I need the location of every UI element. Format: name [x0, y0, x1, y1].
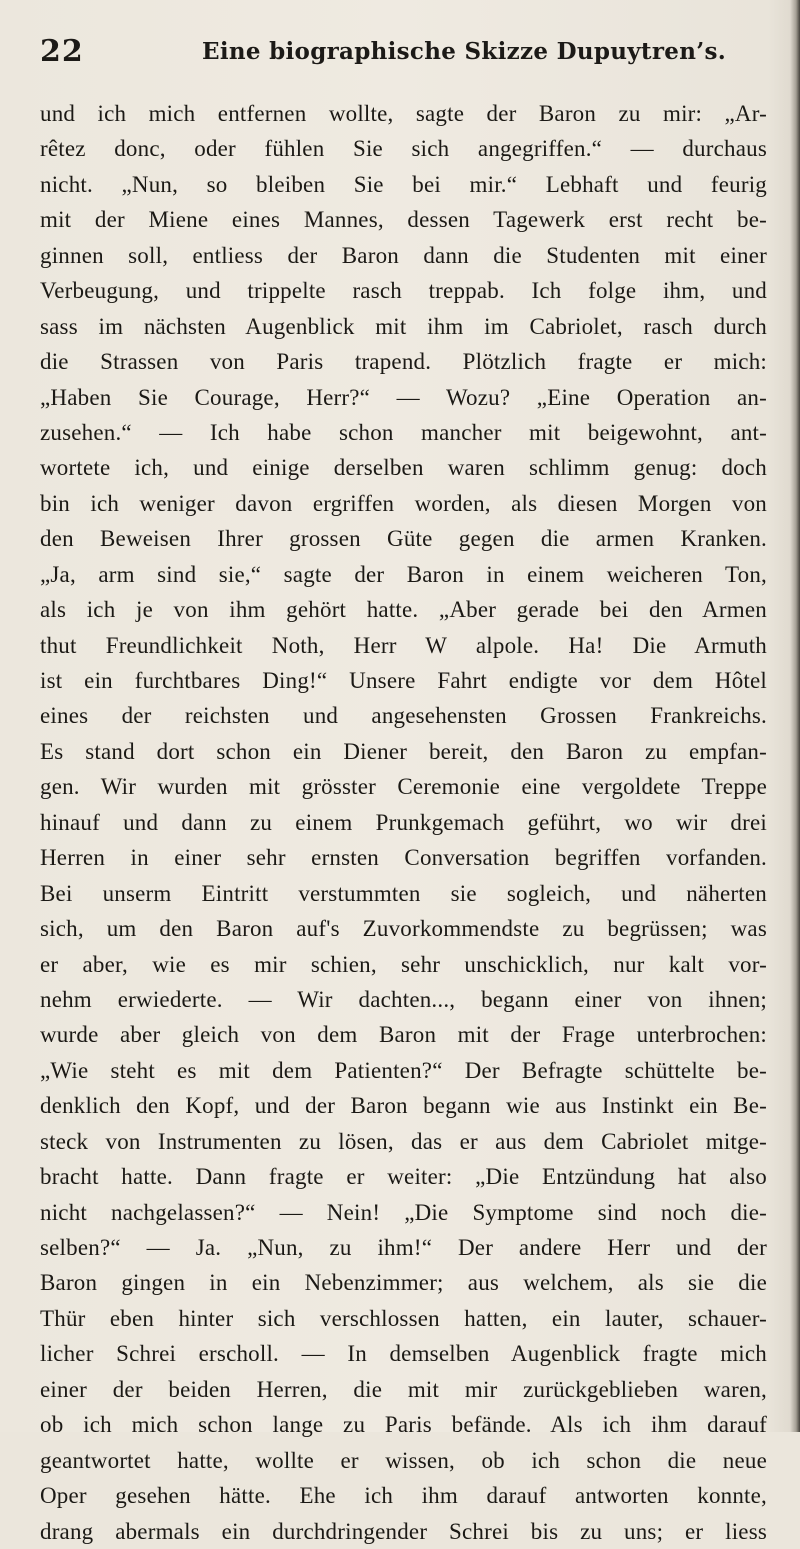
text-line: hinauf und dann zu einem Prunkgemach geführt, wo wir drei	[40, 809, 767, 835]
text-line: Bei unserm Eintritt verstummten sie sogleich, und näherten	[40, 880, 767, 906]
body-text	[40, 96, 767, 1549]
text-line: sass im nächsten Augenblick mit ihm im Cabriolet, rasch durch	[40, 313, 767, 339]
text-line: wortete ich, und einige derselben waren schlimm genug: doch	[40, 455, 767, 481]
text-line: steck von Instrumenten zu lösen, das er aus dem Cabriolet mitge-	[40, 1128, 767, 1154]
text-line: gen. Wir wurden mit grösster Ceremonie eine vergoldete Treppe	[40, 774, 767, 800]
text-line: er aber, wie es mir schien, sehr unschicklich, nur kalt vor-	[40, 951, 767, 977]
text-line: und ich mich entfernen wollte, sagte der Baron zu mir: „Ar-	[40, 101, 767, 126]
text-line: „Wie steht es mit dem Patienten?“ Der Befragte schüttelte be-	[40, 1057, 767, 1083]
text-line: sich, um den Baron auf's Zuvorkommendste zu begrüssen; was	[40, 916, 767, 942]
text-line: Verbeugung, und trippelte rasch treppab. Ich folge ihm, und	[40, 278, 767, 304]
text-line: wurde aber gleich von dem Baron mit der Frage unterbrochen:	[40, 1022, 767, 1048]
text-line: nicht. „Nun, so bleiben Sie bei mir.“ Lebhaft und feurig	[40, 171, 767, 197]
text-line: die Strassen von Paris trapend. Plötzlich fragte er mich:	[40, 349, 767, 375]
text-line: nehm erwiederte. — Wir dachten..., begann einer von ihnen;	[40, 986, 767, 1012]
text-line: drang abermals ein durchdringender Schrei bis zu uns; er liess	[40, 1518, 767, 1544]
text-line: denklich den Kopf, und der Baron begann wie aus Instinkt ein Be-	[40, 1093, 767, 1119]
text-line: nicht nachgelassen?“ — Nein! „Die Symptome sind noch die-	[40, 1199, 767, 1225]
text-line: Thür eben hinter sich verschlossen hatten, ein lauter, schauer-	[40, 1305, 767, 1331]
text-line: mit der Miene eines Mannes, dessen Tagewerk erst recht be-	[40, 207, 767, 233]
text-line: „Haben Sie Courage, Herr?“ — Wozu? „Eine Operation an-	[40, 384, 767, 410]
text-line: Es stand dort schon ein Diener bereit, den Baron zu empfan-	[40, 738, 767, 764]
text-line: geantwortet hatte, wollte er wissen, ob ich schon die neue	[40, 1447, 767, 1473]
text-line: Herren in einer sehr ernsten Conversation begriffen vorfanden.	[40, 845, 767, 871]
text-line: zusehen.“ — Ich habe schon mancher mit beigewohnt, ant-	[40, 419, 767, 445]
text-line: Baron gingen in ein Nebenzimmer; aus welchem, als sie die	[40, 1270, 767, 1296]
running-title: Eine biographische Skizze Dupuytren’s.	[202, 38, 727, 65]
text-line: bracht hatte. Dann fragte er weiter: „Die Entzündung hat also	[40, 1164, 767, 1190]
text-line: ginnen soll, entliess der Baron dann die Studenten mit einer	[40, 242, 767, 268]
page-header	[40, 34, 760, 74]
text-line: rêtez donc, oder fühlen Sie sich angegriffen.“ — durchaus	[40, 136, 767, 162]
text-line: „Ja, arm sind sie,“ sagte der Baron in einem weicheren Ton,	[40, 561, 767, 587]
page-number: 22	[40, 34, 84, 69]
text-line: den Beweisen Ihrer grossen Güte gegen die armen Kranken.	[40, 526, 767, 552]
text-line: eines der reichsten und angesehensten Grossen Frankreichs.	[40, 703, 767, 729]
text-line: selben?“ — Ja. „Nun, zu ihm!“ Der andere Herr und der	[40, 1235, 767, 1260]
page-edge-shadow	[790, 0, 800, 1432]
text-line: ist ein furchtbares Ding!“ Unsere Fahrt endigte vor dem Hôtel	[40, 668, 767, 693]
text-line: Oper gesehen hätte. Ehe ich ihm darauf antworten konnte,	[40, 1483, 767, 1509]
text-line: bin ich weniger davon ergriffen worden, als diesen Morgen von	[40, 490, 767, 516]
text-line: thut Freundlichkeit Noth, Herr W alpole. Ha! Die Armuth	[40, 632, 767, 658]
text-line: ob ich mich schon lange zu Paris befände. Als ich ihm darauf	[40, 1412, 767, 1438]
text-line: als ich je von ihm gehört hatte. „Aber gerade bei den Armen	[40, 597, 767, 623]
text-line: licher Schrei erscholl. — In demselben Augenblick fragte mich	[40, 1341, 767, 1367]
text-line: einer der beiden Herren, die mit mir zurückgeblieben waren,	[40, 1376, 767, 1402]
